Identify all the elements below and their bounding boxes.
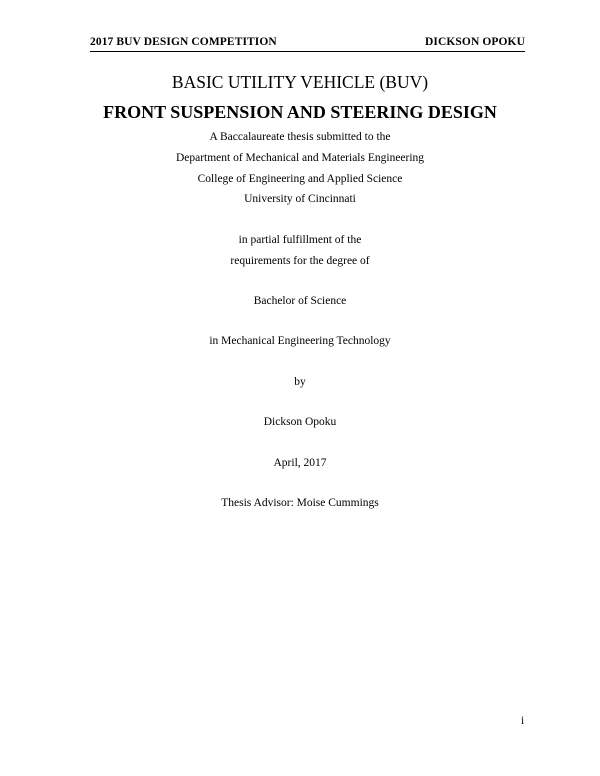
fulfillment-line-1: in partial fulfillment of the — [238, 234, 362, 246]
title-line-1: BASIC UTILITY VEHICLE (BUV) — [171, 72, 429, 92]
page-number: i — [521, 715, 525, 727]
by-label: by — [294, 376, 306, 388]
submission-statement: A Baccalaureate thesis submitted to the — [209, 131, 391, 143]
university: University of Cincinnati — [244, 193, 356, 205]
thesis-advisor: Thesis Advisor: Moise Cummings — [221, 497, 379, 509]
submission-date: April, 2017 — [273, 457, 327, 469]
running-header — [90, 36, 525, 52]
degree-name: Bachelor of Science — [253, 295, 347, 307]
author-name: Dickson Opoku — [263, 416, 337, 428]
header-author: DICKSON OPOKU — [424, 36, 525, 48]
degree-field: in Mechanical Engineering Technology — [209, 335, 391, 347]
fulfillment-line-2: requirements for the degree of — [230, 255, 370, 267]
college: College of Engineering and Applied Science — [197, 173, 403, 185]
title-line-2: FRONT SUSPENSION AND STEERING DESIGN — [103, 102, 497, 122]
department: Department of Mechanical and Materials Engineering — [175, 152, 425, 164]
header-competition: 2017 BUV DESIGN COMPETITION — [90, 36, 277, 48]
